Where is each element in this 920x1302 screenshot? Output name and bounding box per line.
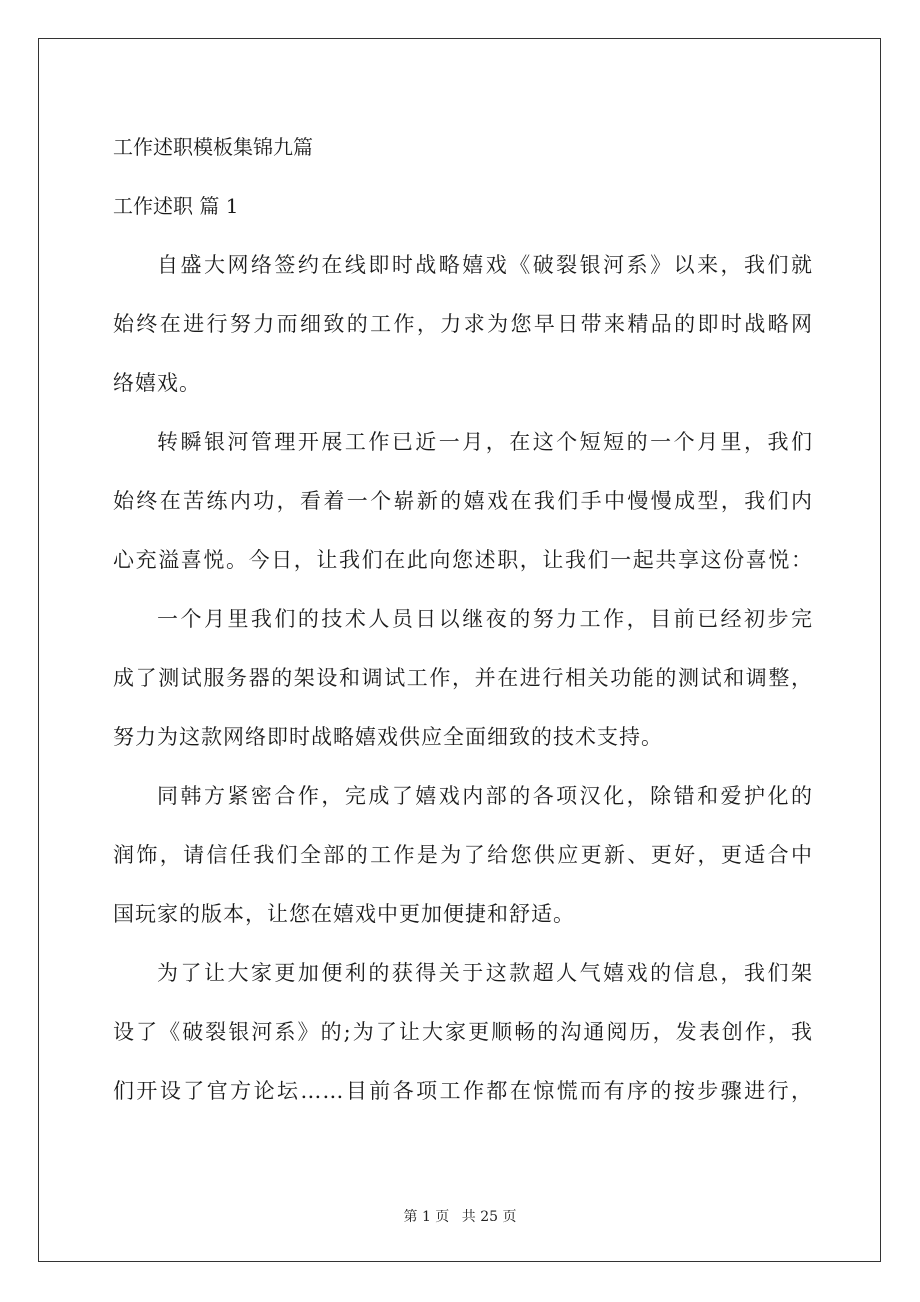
page-number: 第 1 页 [403, 1209, 450, 1225]
paragraph-2-line-1: 转瞬银河管理开展工作已近一月，在这个短短的一个月里，我们 [157, 430, 813, 454]
paragraph-5-line-2: 设了《破裂银河系》的;为了让大家更顺畅的沟通阅历，发表创作，我 [113, 1020, 813, 1044]
page-total: 共 25 页 [461, 1209, 517, 1225]
document-title: 工作述职模板集锦九篇 [113, 135, 313, 159]
paragraph-3-line-2: 成了测试服务器的架设和调试工作，并在进行相关功能的测试和调整， [113, 666, 813, 690]
paragraph-3-line-1: 一个月里我们的技术人员日以继夜的努力工作，目前已经初步完 [157, 607, 813, 631]
paragraph-4-line-3: 国玩家的版本，让您在嬉戏中更加便捷和舒适。 [113, 902, 575, 926]
paragraph-3-line-3: 努力为这款网络即时战略嬉戏供应全面细致的技术支持。 [113, 725, 663, 749]
paragraph-2-line-3: 心充溢喜悦。今日，让我们在此向您述职，让我们一起共享这份喜悦： [113, 548, 813, 572]
section-heading: 工作述职 篇 1 [113, 194, 239, 218]
paragraph-4-line-1: 同韩方紧密合作，完成了嬉戏内部的各项汉化，除错和爱护化的 [157, 784, 813, 808]
paragraph-1-line-2: 始终在进行努力而细致的工作，力求为您早日带来精品的即时战略网 [113, 312, 813, 336]
document-body [113, 118, 813, 1121]
paragraph-5-line-3: 们开设了官方论坛……目前各项工作都在惊慌而有序的按步骤进行， [113, 1079, 813, 1103]
paragraph-1-line-3: 络嬉戏。 [113, 371, 201, 395]
paragraph-2-line-2: 始终在苦练内功，看着一个崭新的嬉戏在我们手中慢慢成型，我们内 [113, 489, 813, 513]
paragraph-1-line-1: 自盛大网络签约在线即时战略嬉戏《破裂银河系》以来，我们就 [157, 253, 813, 277]
paragraph-4-line-2: 润饰，请信任我们全部的工作是为了给您供应更新、更好，更适合中 [113, 843, 813, 867]
paragraph-5-line-1: 为了让大家更加便利的获得关于这款超人气嬉戏的信息，我们架 [157, 961, 813, 985]
page-footer [0, 1206, 920, 1226]
